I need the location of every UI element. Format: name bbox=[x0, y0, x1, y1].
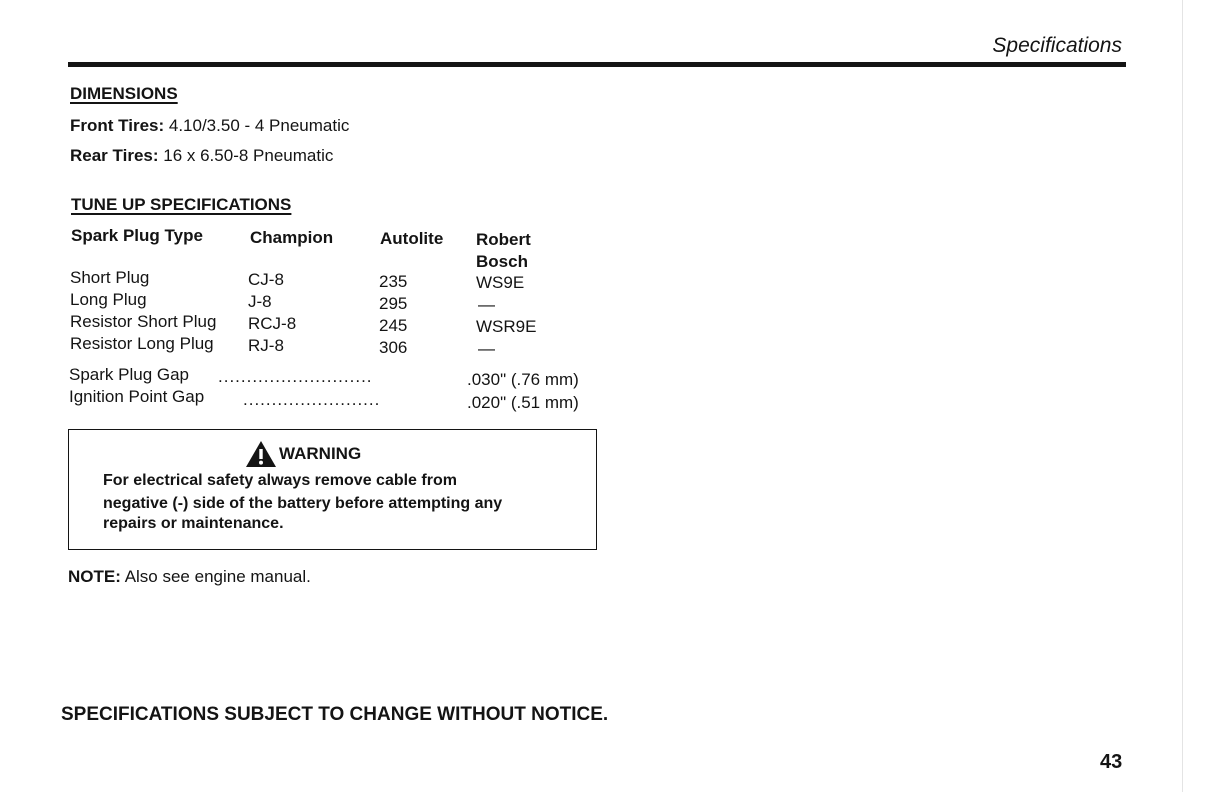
rear-tires-label: Rear Tires: bbox=[70, 146, 159, 165]
spark-plug-gap-label: Spark Plug Gap bbox=[69, 365, 190, 384]
leader-dots: ........................ bbox=[243, 390, 381, 409]
warning-title bbox=[245, 440, 361, 468]
table-cell: Long Plug bbox=[70, 290, 147, 309]
warning-line: repairs or maintenance. bbox=[103, 515, 284, 532]
spark-plug-gap-value: .030" (.76 mm) bbox=[467, 370, 579, 389]
note-text: Also see engine manual. bbox=[124, 567, 311, 586]
table-cell: — bbox=[478, 295, 495, 314]
note bbox=[68, 567, 311, 587]
table-cell: Resistor Long Plug bbox=[70, 334, 214, 353]
page-header-title: Specifications bbox=[992, 34, 1122, 57]
table-cell: Resistor Short Plug bbox=[70, 312, 217, 331]
table-cell: WSR9E bbox=[476, 317, 537, 336]
col-spark-plug-type: Spark Plug Type bbox=[71, 226, 203, 245]
table-cell: 235 bbox=[379, 272, 408, 291]
front-tires-value: 4.10/3.50 - 4 Pneumatic bbox=[168, 116, 350, 135]
table-cell: — bbox=[478, 339, 495, 358]
col-robert: Robert bbox=[476, 230, 531, 249]
page-edge-line bbox=[1182, 0, 1183, 792]
tune-up-heading: TUNE UP SPECIFICATIONS bbox=[71, 195, 292, 214]
table-cell: RCJ-8 bbox=[248, 314, 297, 333]
table-cell: CJ-8 bbox=[248, 270, 284, 289]
col-bosch: Bosch bbox=[476, 252, 528, 271]
ignition-point-gap-value: .020" (.51 mm) bbox=[467, 393, 579, 412]
ignition-point-gap-label: Ignition Point Gap bbox=[69, 387, 205, 406]
table-cell: RJ-8 bbox=[248, 336, 284, 355]
rear-tires-value: 16 x 6.50-8 Pneumatic bbox=[163, 146, 334, 165]
col-champion: Champion bbox=[250, 228, 334, 247]
page-number: 43 bbox=[1100, 751, 1123, 773]
warning-title-text: WARNING bbox=[279, 444, 362, 463]
table-cell: Short Plug bbox=[70, 268, 150, 287]
dimensions-heading: DIMENSIONS bbox=[70, 84, 178, 103]
front-tires-row bbox=[70, 116, 349, 136]
warning-line: negative (-) side of the battery before attempting any bbox=[103, 495, 503, 512]
rear-tires-row bbox=[70, 146, 333, 166]
table-cell: 245 bbox=[379, 316, 408, 335]
table-cell: WS9E bbox=[476, 273, 525, 292]
table-cell: J-8 bbox=[248, 292, 272, 311]
col-autolite: Autolite bbox=[380, 229, 444, 248]
leader-dots: ........................... bbox=[218, 367, 373, 386]
footer-notice: SPECIFICATIONS SUBJECT TO CHANGE WITHOUT NOTICE. bbox=[61, 704, 609, 725]
header-rule bbox=[68, 62, 1126, 67]
table-cell: 295 bbox=[379, 294, 408, 313]
note-label: NOTE: bbox=[68, 567, 121, 586]
table-cell: 306 bbox=[379, 338, 408, 357]
warning-line: For electrical safety always remove cable from bbox=[103, 472, 457, 489]
warning-triangle-icon bbox=[245, 440, 277, 468]
front-tires-label: Front Tires: bbox=[70, 116, 165, 135]
